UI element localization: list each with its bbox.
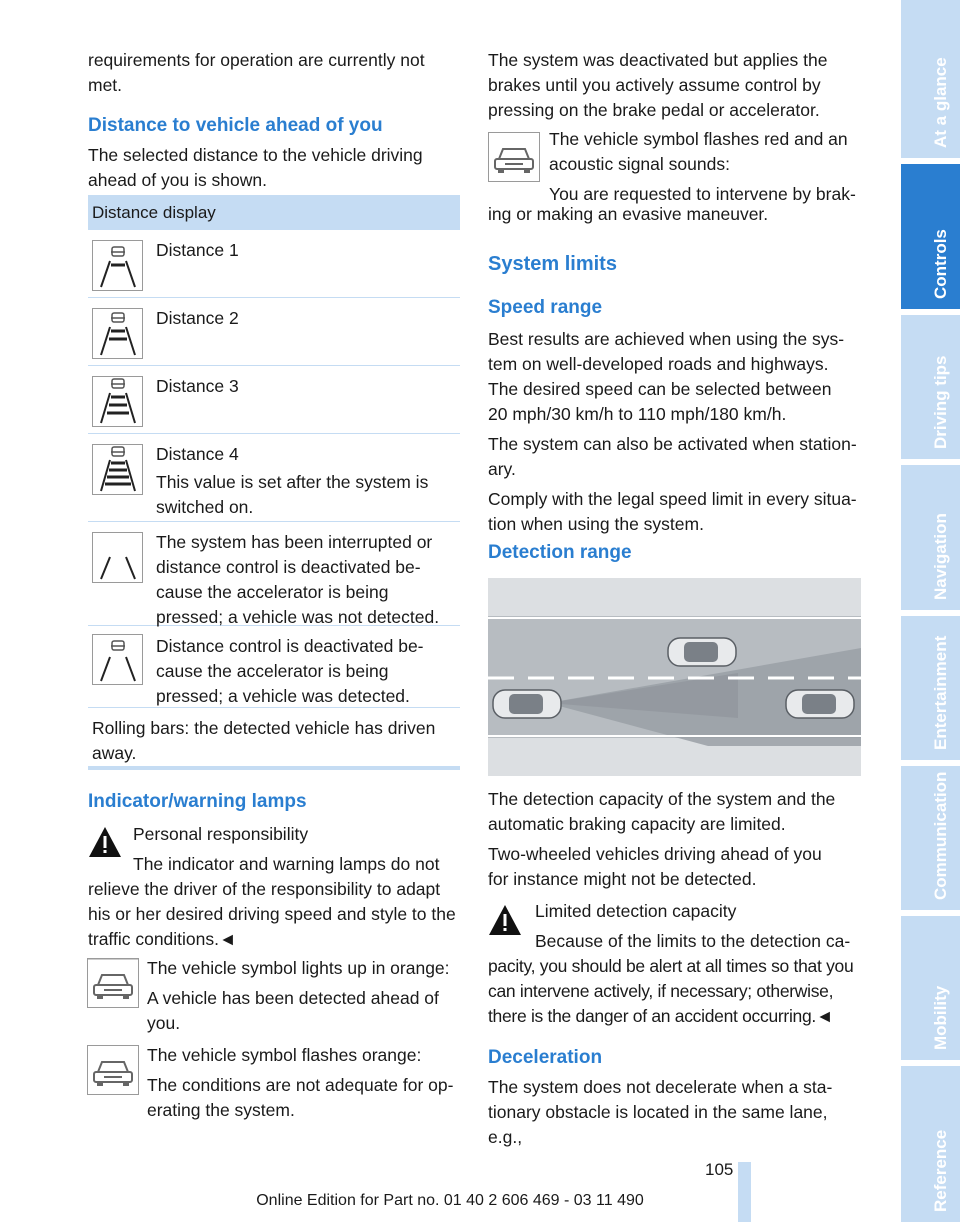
text-line: Distance control is deactivated be-	[156, 636, 424, 656]
text-line: tion when using the system.	[488, 514, 704, 534]
warning-title: Limited detection capacity	[535, 901, 737, 921]
red-symbol-text	[549, 127, 864, 207]
table-row	[88, 298, 460, 366]
vehicle-symbol-icon	[488, 132, 540, 182]
tab-label: Reference	[930, 1129, 950, 1212]
tab-label: Controls	[930, 229, 950, 299]
text-line: tionary obstacle is located in the same lane, e.g.,	[488, 1102, 828, 1147]
text-line: his or her desired driving speed and style to the	[88, 904, 456, 924]
distance-2-icon	[92, 308, 143, 359]
text-line: acoustic signal sounds:	[549, 154, 730, 174]
text-line: Distance 3	[156, 376, 239, 396]
warning-text: Because of the limits to the detection ca-	[535, 931, 851, 951]
text-line: you.	[147, 1013, 181, 1033]
text-line: traffic conditions.◄	[88, 929, 237, 949]
lamps-heading: Indicator/warning lamps	[88, 791, 307, 812]
tab-communication[interactable]	[901, 766, 960, 910]
text-line: distance control is deactivated be-	[156, 557, 421, 577]
distance-3-icon	[92, 376, 143, 427]
warning-triangle-icon	[488, 904, 522, 936]
text-line: switched on.	[156, 497, 254, 517]
tab-reference[interactable]	[901, 1066, 960, 1222]
text-line: ary.	[488, 459, 516, 479]
warning-title: Personal responsibility	[133, 824, 309, 844]
tab-label: Driving tips	[930, 355, 950, 449]
text-line: met.	[88, 75, 123, 95]
text-line: Distance 4	[156, 444, 239, 464]
text-line: pacity, you should be alert at all times so that you	[488, 956, 854, 976]
text-line: can intervene actively, if necessary; otherwise,	[488, 981, 834, 1001]
row-text	[156, 238, 456, 263]
system-limits-heading: System limits	[488, 253, 617, 275]
tab-label: Navigation	[930, 513, 950, 600]
table-header: Distance display	[88, 195, 460, 230]
tab-controls[interactable]	[901, 164, 960, 309]
detection-range-illustration	[488, 578, 861, 776]
text-line: there is the danger of an accident occurring.◄	[488, 1006, 833, 1026]
tab-label: Entertainment	[930, 635, 950, 750]
footer-text	[92, 716, 460, 766]
row-text	[156, 306, 456, 331]
lamp-text	[147, 1043, 467, 1123]
capacity-text	[488, 787, 862, 892]
deceleration-text	[488, 1075, 862, 1150]
text-line: The detection capacity of the system and the	[488, 789, 836, 809]
text-line: tem on well-developed roads and highways.	[488, 354, 829, 374]
row-text	[156, 374, 456, 399]
distance-1-icon	[92, 240, 143, 291]
chapter-sidebar	[901, 0, 960, 1222]
text-line: Rolling bars: the detected vehicle has driven	[92, 718, 436, 738]
distance-4-icon	[92, 444, 143, 495]
vehicle-detected-icon	[92, 634, 143, 685]
text-line: away.	[92, 743, 137, 763]
text-line: requirements for operation are currently not	[88, 50, 425, 70]
intro-text	[88, 48, 460, 98]
table-row	[88, 230, 460, 298]
text-line: Distance 2	[156, 308, 239, 328]
deceleration-heading: Deceleration	[488, 1047, 603, 1068]
text-line: 20 mph/30 km/h to 110 mph/180 km/h.	[488, 404, 787, 424]
footer-text: Online Edition for Part no. 01 40 2 606 469 - 03 11 490	[256, 1192, 644, 1209]
text-line: ahead of you is shown.	[88, 170, 268, 190]
text-line: erating the system.	[147, 1100, 295, 1120]
text-line: The vehicle symbol flashes orange:	[147, 1045, 422, 1065]
tab-mobility[interactable]	[901, 916, 960, 1060]
tab-at-a-glance[interactable]	[901, 0, 960, 158]
speed-range-text	[488, 327, 862, 537]
warning-text: The indicator and warning lamps do not	[133, 854, 440, 874]
no-vehicle-icon	[92, 532, 143, 583]
text-line: pressed; a vehicle was not detected.	[156, 607, 440, 627]
distance-heading: Distance to vehicle ahead of you	[88, 115, 383, 136]
warning-text	[488, 954, 868, 1029]
text-line: The vehicle symbol lights up in orange:	[147, 958, 450, 978]
text-line: A vehicle has been detected ahead of	[147, 988, 439, 1008]
warning-text	[88, 877, 468, 952]
tab-entertainment[interactable]	[901, 616, 960, 760]
text-line: You are requested to intervene by brak-	[549, 184, 856, 204]
text-line: pressing on the brake pedal or accelerator.	[488, 100, 820, 120]
detection-range-heading: Detection range	[488, 542, 632, 563]
red-symbol-text: ing or making an evasive maneuver.	[488, 204, 769, 224]
table-row	[88, 366, 460, 434]
tab-label: At a glance	[930, 57, 950, 148]
warning-triangle-icon	[88, 826, 122, 858]
distance-text	[88, 143, 460, 193]
table-row	[88, 626, 460, 708]
tab-label: Communication	[930, 771, 950, 900]
row-text	[156, 442, 456, 520]
text-line: This value is set after the system is	[156, 472, 429, 492]
text-line: The conditions are not adequate for op-	[147, 1075, 454, 1095]
text-line: cause the accelerator is being	[156, 661, 389, 681]
text-line: automatic braking capacity are limited.	[488, 814, 786, 834]
tab-label: Mobility	[930, 985, 950, 1050]
tab-driving-tips[interactable]	[901, 315, 960, 459]
text-line: Best results are achieved when using the sys-	[488, 329, 845, 349]
lamp-text	[147, 956, 467, 1036]
text-line: The vehicle symbol flashes red and an	[549, 129, 848, 149]
vehicle-symbol-icon	[87, 1045, 139, 1095]
tab-navigation[interactable]	[901, 465, 960, 610]
text-line: Distance 1	[156, 240, 239, 260]
page-number: 105	[705, 1160, 734, 1179]
text-line: for instance might not be detected.	[488, 869, 757, 889]
text-line: relieve the driver of the responsibility to adapt	[88, 879, 441, 899]
row-text	[156, 634, 456, 709]
text-line: The system can also be activated when station-	[488, 434, 857, 454]
text-line: Two-wheeled vehicles driving ahead of you	[488, 844, 822, 864]
distance-display-table	[88, 195, 460, 770]
text-line: The system does not decelerate when a sta-	[488, 1077, 833, 1097]
text-line: The desired speed can be selected between	[488, 379, 832, 399]
vehicle-symbol-icon	[87, 958, 139, 1008]
text-line: brakes until you actively assume control by	[488, 75, 821, 95]
text-line: The selected distance to the vehicle driving	[88, 145, 423, 165]
text-line: The system was deactivated but applies the	[488, 50, 828, 70]
text-line: The system has been interrupted or	[156, 532, 433, 552]
table-row	[88, 434, 460, 522]
text-line: Comply with the legal speed limit in every situa-	[488, 489, 857, 509]
speed-range-heading: Speed range	[488, 297, 603, 318]
deactivation-text	[488, 48, 862, 123]
row-text	[156, 530, 456, 630]
table-row	[88, 522, 460, 626]
text-line: pressed; a vehicle was detected.	[156, 686, 410, 706]
table-footer	[88, 708, 460, 770]
text-line: cause the accelerator is being	[156, 582, 389, 602]
